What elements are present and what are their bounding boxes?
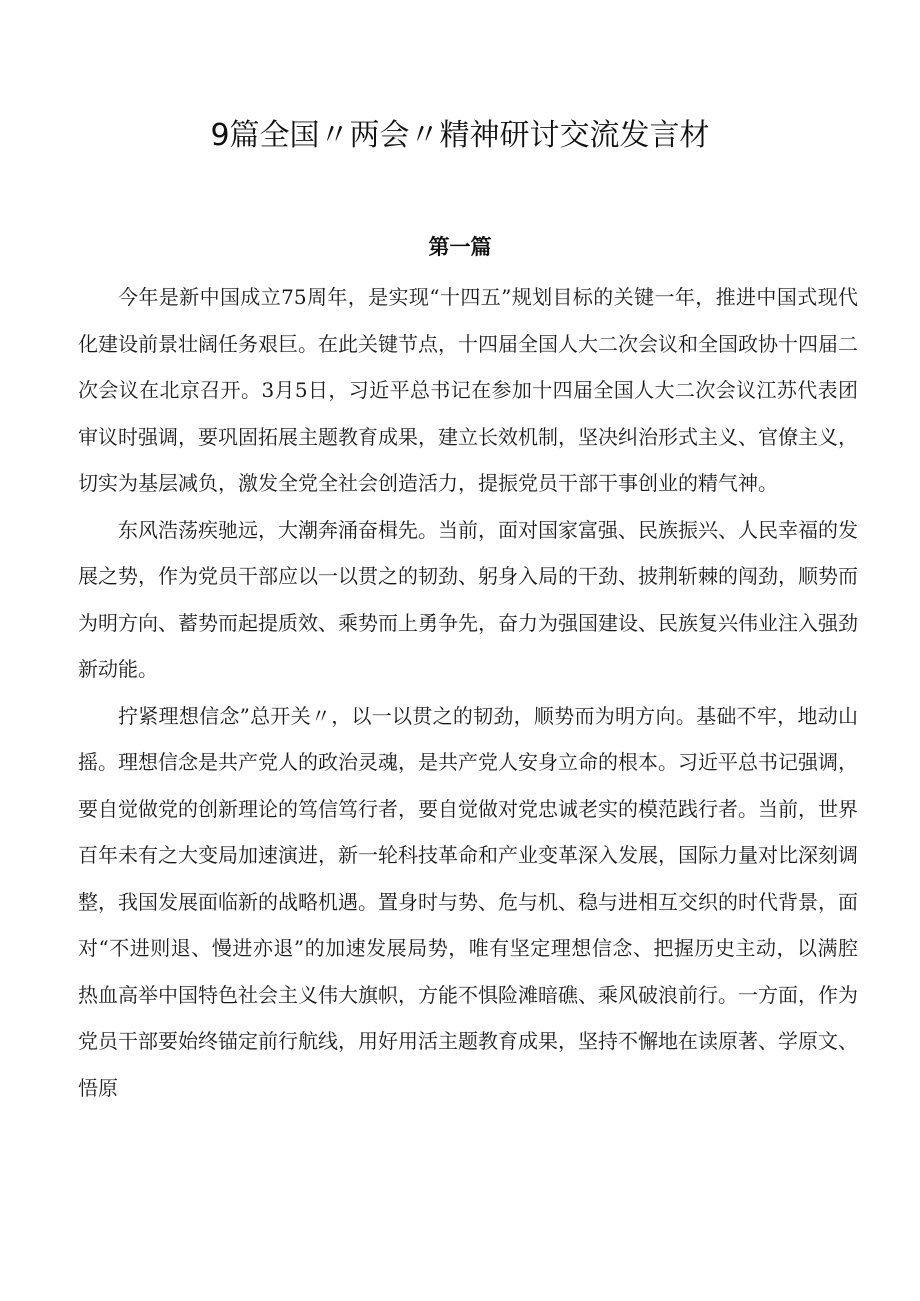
paragraph-2: 东风浩荡疾驰远，大潮奔涌奋楫先。当前，面对国家富强、民族振兴、人民幸福的发展之势，作为党员干部应以一以贯之的韧劲、躬身入局的干劲、披荆斩棘的闯劲，顺势而为明方向、蓄势而起提质效、乘势而上勇争先，奋力为强国建设、民族复兴伟业注入强劲新动能。 xyxy=(78,517,858,681)
paragraph-1: 今年是新中国成立75周年，是实现“十四五”规划目标的关键一年，推进中国式现代化建设前景壮阔任务艰巨。在此关键节点，十四届全国人大二次会议和全国政协十四届二次会议在北京召开。3月5日，习近平总书记在参加十四届全国人大二次会议江苏代表团审议时强调，要巩固拓展主题教育成果，建立长效机制，坚决纠治形式主义、官僚主义，切实为基层减负，激发全党全社会创造活力，提振党员干部干事创业的精气神。 xyxy=(78,285,858,495)
document-title: 9篇全国〃两会〃精神研讨交流发言材 xyxy=(210,118,710,153)
section-heading: 第一篇 xyxy=(428,235,492,259)
body-text xyxy=(78,274,858,1111)
paragraph-3: 拧紧理想信念”总开关〃，以一以贯之的韧劲，顺势而为明方向。基础不牢，地动山摇。理想信念是共产党人的政治灵魂，是共产党人安身立命的根本。习近平总书记强调，要自觉做党的创新理论的笃信笃行者，要自觉做对党忠诚老实的模范践行者。当前，世界百年未有之大变局加速演进，新一轮科技革命和产业变革深入发展，国际力量对比深刻调整，我国发展面临新的战略机遇。置身时与势、危与机、稳与进相互交织的时代背景，面对“不进则退、慢进亦退”的加速发展局势，唯有坚定理想信念、把握历史主动，以满腔热血高举中国特色社会主义伟大旗帜，方能不惧险滩暗礁、乘风破浪前行。一方面，作为党员干部要始终锚定前行航线，用好用活主题教育成果，坚持不懈地在读原著、学原文、悟原 xyxy=(78,703,858,1100)
